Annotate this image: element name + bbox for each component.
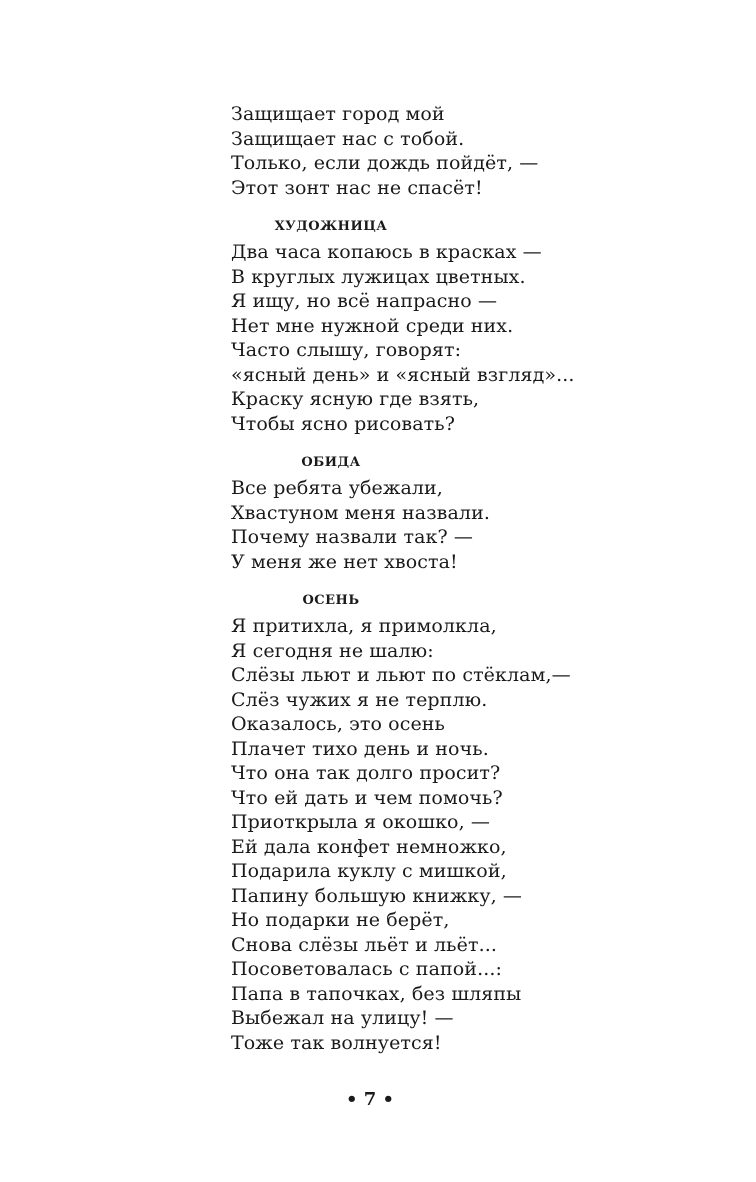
poem-line: Слёзы льют и льют по стёклам,— [231,664,571,686]
intro-stanza [231,102,571,200]
poem-line: Часто слышу, говорят: [231,339,462,361]
poem-line: Я сегодня не шалю: [231,639,434,662]
poem-title: ХУДОЖНИЦА [274,219,388,234]
poem-line: Тоже так волнуется! [231,1031,442,1054]
poem-obida [231,452,571,574]
poem-line: Этот зонт нас не спасёт! [231,176,483,199]
poem-line: Два часа копаюсь в красках — [231,241,542,263]
poem-line: Что ей дать и чем помочь? [231,786,503,809]
page-number: • 7 • [345,1089,395,1110]
poem-line: Приоткрыла я окошко, — [231,811,490,833]
poem-line: Плачет тихо день и ночь. [231,737,489,760]
poem-line: Подарила куклу с мишкой, [231,860,507,882]
poem-line: Но подарки не берёт, [231,909,450,931]
poem-line: Все ребята убежали, [231,477,443,499]
poem-line: Оказалось, это осень [231,713,446,735]
text-column [231,102,575,1055]
poem-title: ОСЕНЬ [302,593,360,608]
poem-line: Только, если дождь пойдёт, — [231,152,539,174]
poem-osen [231,590,571,1055]
poem-line: Чтобы ясно рисовать? [231,412,455,435]
poem-line: Папа в тапочках, без шляпы [231,982,522,1005]
poem-line: Что она так долго просит? [231,762,501,784]
poem-line: Я притихла, я примолкла, [231,615,497,637]
poem-line: Папину большую книжку, — [231,884,523,907]
poem-khudozhnitsa [231,216,575,436]
poem-line: Защищает нас с тобой. [231,127,465,150]
poem-line: Выбежал на улицу! — [231,1007,454,1029]
poem-line: Почему назвали так? — [231,526,474,548]
poem-line: Нет мне нужной среди них. [231,314,514,337]
poem-line: «ясный день» и «ясный взгляд»... [231,363,575,386]
poem-line: Ей дала конфет немножко, [231,835,507,858]
poem-line: Хвастуном меня назвали. [231,501,490,524]
poem-line: В круглых лужицах цветных. [231,265,526,288]
poem-line: Защищает город мой [231,103,445,125]
poem-line: Снова слёзы льёт и льёт... [231,933,497,956]
poem-line: У меня же нет хвоста! [231,550,458,573]
poem-line: Посоветовалась с папой...: [231,958,502,980]
poem-title: ОБИДА [301,455,361,470]
poem-line: Слёз чужих я не терплю. [231,688,488,711]
poem-line: Краску ясную где взять, [231,388,480,410]
poem-line: Я ищу, но всё напрасно — [231,290,498,312]
